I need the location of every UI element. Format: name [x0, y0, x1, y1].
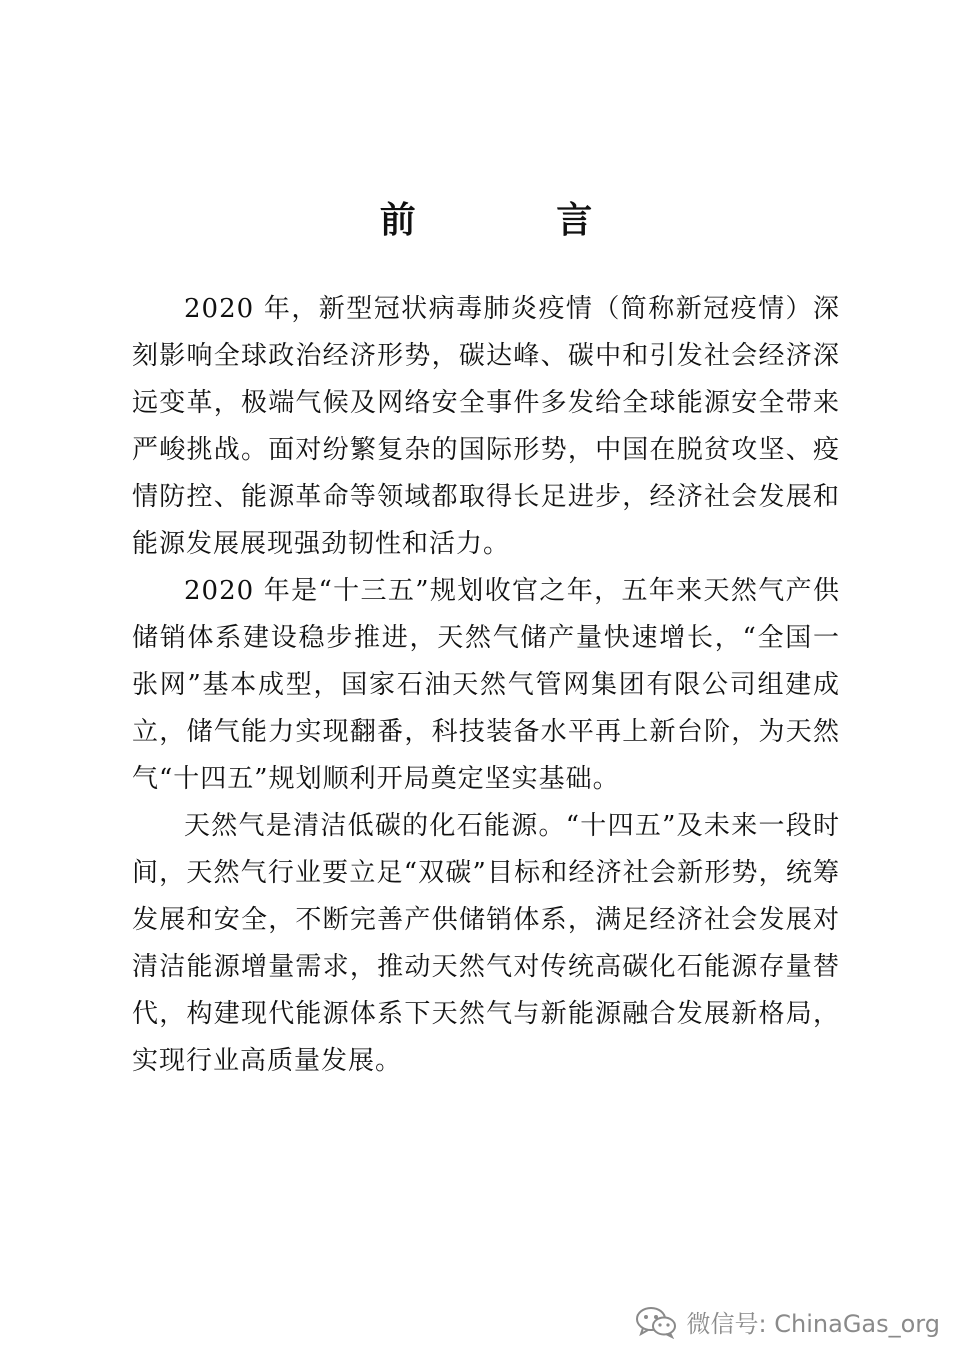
page-title: 前 言 — [379, 200, 657, 241]
wechat-icon — [635, 1305, 677, 1339]
watermark-text: 微信号: ChinaGas_org — [686, 1310, 940, 1338]
preface-body — [132, 286, 840, 1085]
paragraph-3: 天然气是清洁低碳的化石能源。“十四五”及未来一段时间，天然气行业要立足“双碳”目标和经济社会新形势，统筹发展和安全，不断完善产供储销体系，满足经济社会发展对清洁能源增量需求，推动天然气对传统高碳化石能源存量替代，构建现代能源体系下天然气与新能源融合发展新格局，实现行业高质量发展。 — [132, 811, 840, 1076]
wechat-watermark — [635, 1304, 940, 1339]
paragraph-1: 2020 年，新型冠状病毒肺炎疫情（简称新冠疫情）深刻影响全球政治经济形势，碳达峰、碳中和引发社会经济深远变革，极端气候及网络安全事件多发给全球能源安全带来严峻挑战。面对纷繁复杂的国际形势，中国在脱贫攻坚、疫情防控、能源革命等领域都取得长足进步，经济社会发展和能源发展展现强劲韧性和活力。 — [132, 294, 840, 559]
paragraph-2: 2020 年是“十三五”规划收官之年，五年来天然气产供储销体系建设稳步推进，天然气储产量快速增长，“全国一张网”基本成型，国家石油天然气管网集团有限公司组建成立，储气能力实现翻番，科技装备水平再上新台阶，为天然气“十四五”规划顺利开局奠定坚实基础。 — [132, 576, 840, 794]
